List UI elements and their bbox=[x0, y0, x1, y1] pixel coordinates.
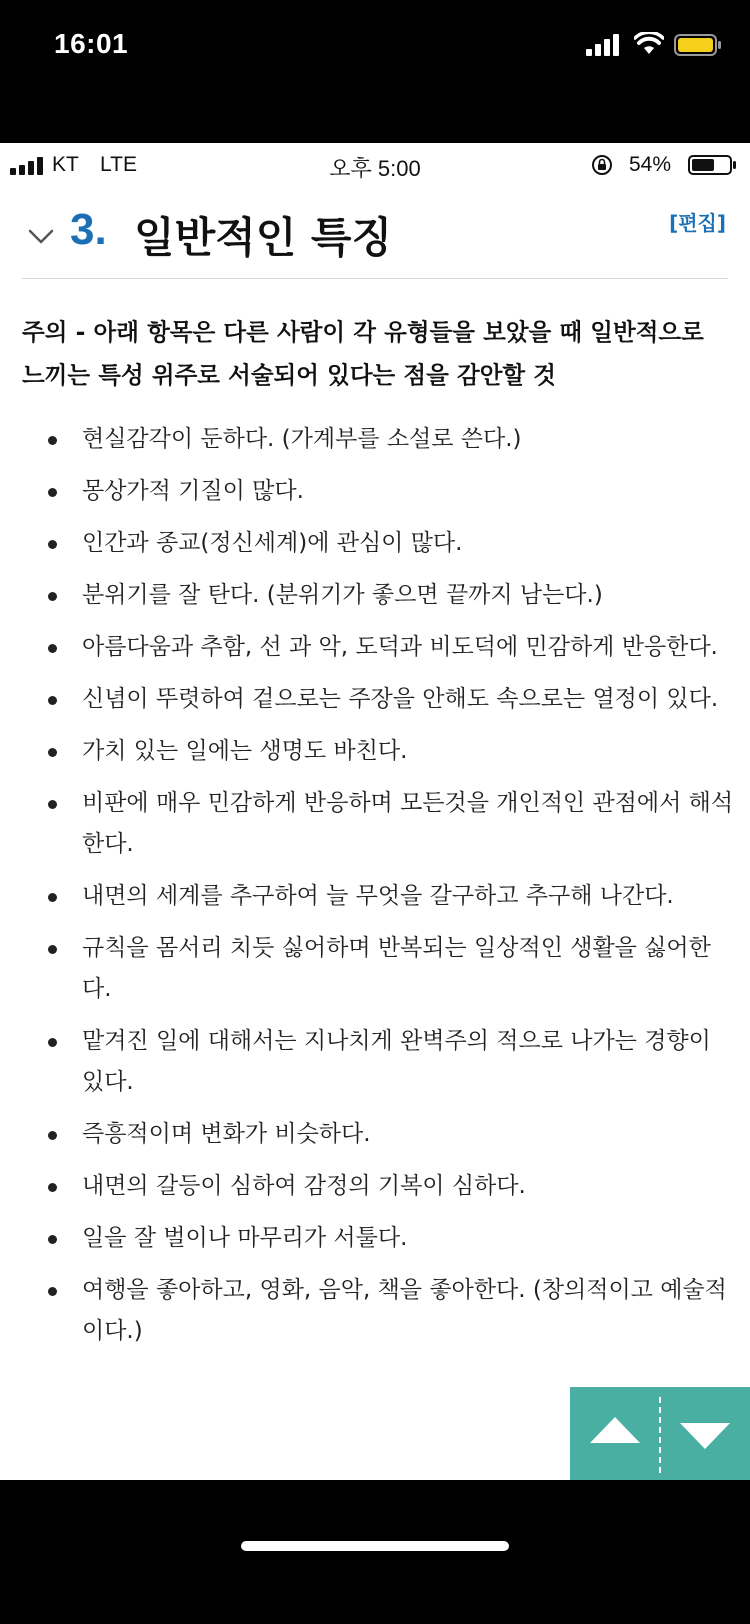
rotation-lock-icon bbox=[590, 153, 614, 177]
inner-clock: 오후 5:00 bbox=[329, 156, 421, 181]
cellular-signal-icon bbox=[586, 34, 622, 56]
battery-icon bbox=[688, 155, 738, 175]
list-item: 분위기를 잘 탄다. (분위기가 좋으면 끝까지 남는다.) bbox=[48, 575, 738, 616]
section-heading bbox=[22, 197, 728, 279]
battery-icon bbox=[674, 34, 722, 56]
list-item: 즉흥적이며 변화가 비슷하다. bbox=[48, 1114, 738, 1155]
inner-status-bar bbox=[0, 143, 750, 187]
caution-note: 주의 - 아래 항목은 다른 사람이 각 유형들을 보았을 때 일반적으로 느끼는 특성 위주로 서술되어 있다는 점을 감안할 것 bbox=[22, 318, 704, 389]
triangle-down-icon bbox=[660, 1387, 750, 1480]
scroll-up-button[interactable] bbox=[570, 1387, 660, 1480]
list-item: 여행을 좋아하고, 영화, 음악, 책을 좋아한다. (창의적이고 예술적이다.) bbox=[48, 1270, 738, 1352]
list-item: 맡겨진 일에 대해서는 지나치게 완벽주의 적으로 나가는 경향이 있다. bbox=[48, 1021, 738, 1103]
list-item: 신념이 뚜렷하여 겉으로는 주장을 안해도 속으로는 열정이 있다. bbox=[48, 679, 738, 720]
wifi-icon bbox=[634, 32, 664, 56]
scroll-down-button[interactable] bbox=[660, 1387, 750, 1480]
device-status-bar bbox=[0, 0, 750, 143]
list-item: 몽상가적 기질이 많다. bbox=[48, 471, 738, 512]
list-item: 일을 잘 벌이나 마무리가 서툴다. bbox=[48, 1218, 738, 1259]
chevron-down-icon[interactable] bbox=[28, 229, 54, 245]
edit-link[interactable]: [편집] bbox=[669, 211, 726, 235]
device-clock: 16:01 bbox=[54, 28, 129, 59]
screenshot-content bbox=[0, 143, 750, 1480]
list-item: 현실감각이 둔하다. (가계부를 소설로 쓴다.) bbox=[48, 419, 738, 460]
feature-list bbox=[48, 419, 738, 1363]
list-item: 아름다움과 추함, 선 과 악, 도덕과 비도덕에 민감하게 반응한다. bbox=[48, 627, 738, 668]
bottom-bar bbox=[0, 1480, 750, 1624]
section-number: 3. bbox=[70, 205, 107, 254]
triangle-up-icon bbox=[570, 1387, 660, 1480]
list-item: 인간과 종교(정신세계)에 관심이 많다. bbox=[48, 523, 738, 564]
list-item: 비판에 매우 민감하게 반응하며 모든것을 개인적인 관점에서 해석한다. bbox=[48, 783, 738, 865]
scroll-buttons bbox=[570, 1387, 750, 1480]
list-item: 규칙을 몸서리 치듯 싫어하며 반복되는 일상적인 생활을 싫어한다. bbox=[48, 928, 738, 1010]
list-item: 내면의 세계를 추구하여 늘 무엇을 갈구하고 추구해 나간다. bbox=[48, 876, 738, 917]
list-item: 내면의 갈등이 심하여 감정의 기복이 심하다. bbox=[48, 1166, 738, 1207]
network-label: LTE bbox=[100, 153, 137, 176]
section-title: 일반적인 특징 bbox=[134, 213, 393, 262]
home-indicator[interactable] bbox=[241, 1541, 509, 1551]
carrier-label: KT bbox=[52, 153, 79, 176]
battery-percent: 54% bbox=[629, 153, 672, 176]
list-item: 가치 있는 일에는 생명도 바친다. bbox=[48, 731, 738, 772]
